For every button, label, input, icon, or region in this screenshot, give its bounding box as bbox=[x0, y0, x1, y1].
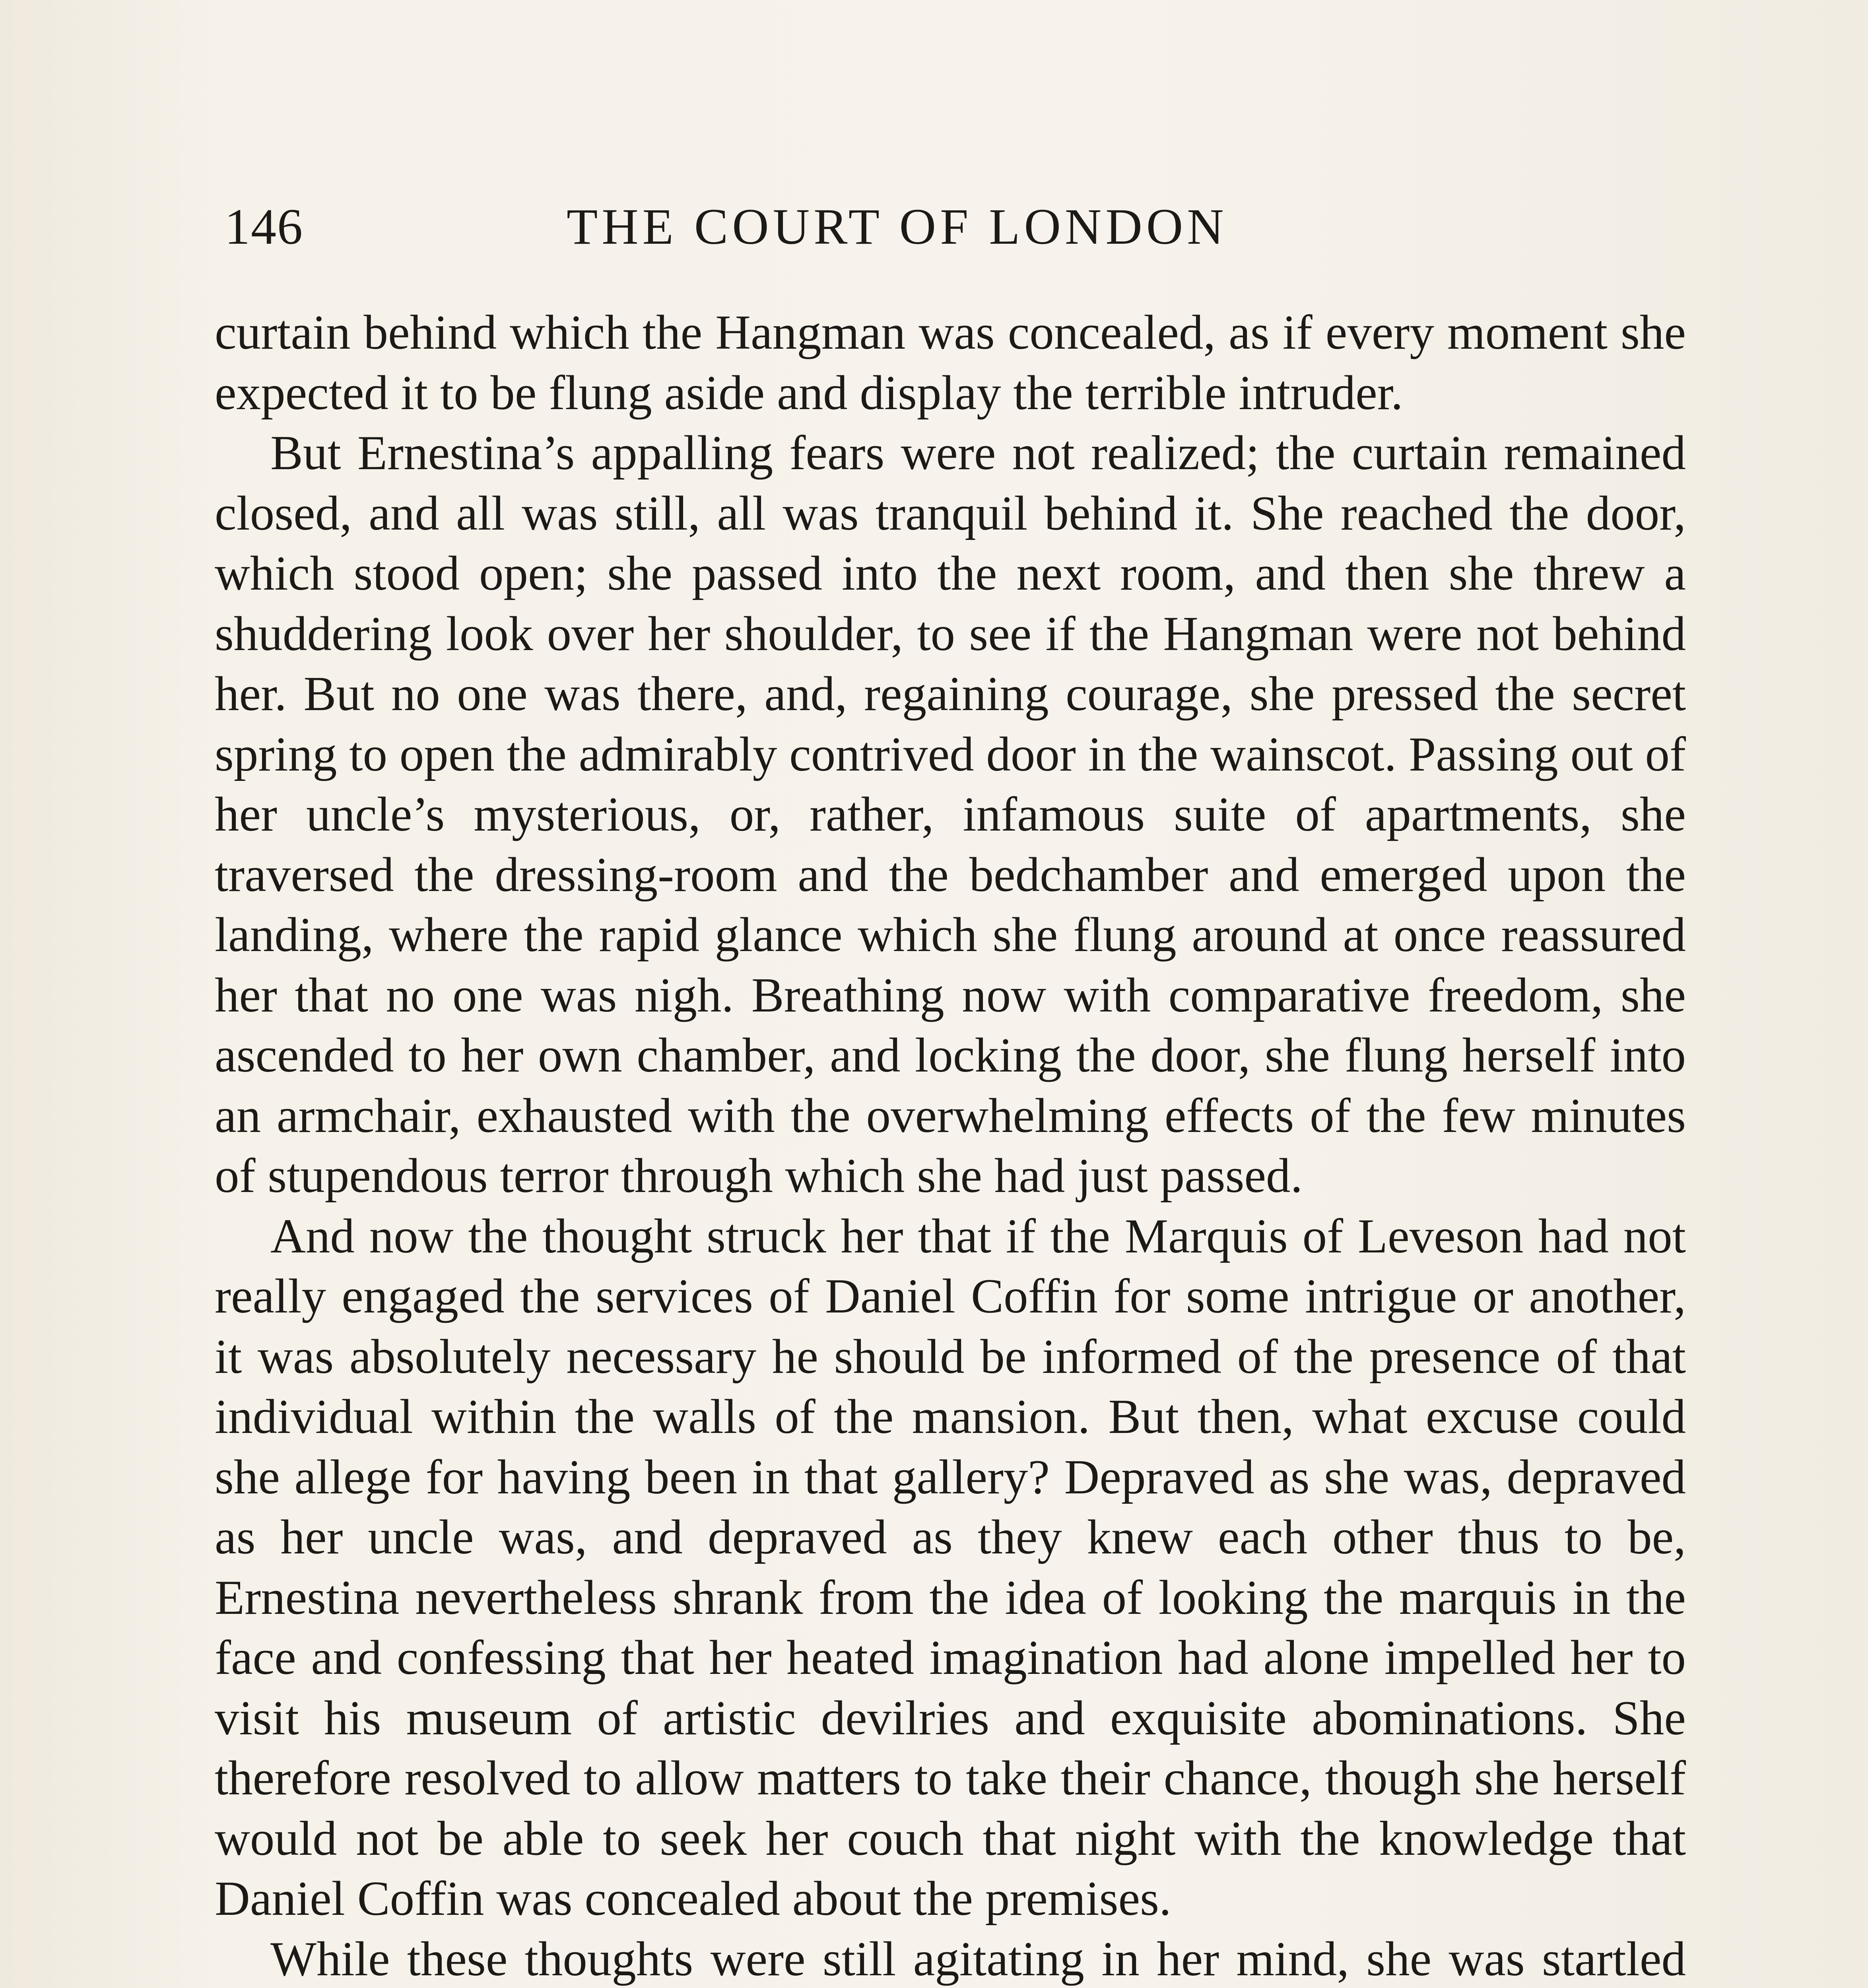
paragraph: And now the thought struck her that if the Marquis of Leveson had not really engaged the services of Daniel Coffin for some intrigue or another, it was absolutely necessary he should be informed of the presence of that individual within the walls of the mansion. But then, what excuse could she allege for having been in that gallery? Depraved as she was, depraved as her uncle was, and depraved as they knew each other thus to be, Ernestina nevertheless shrank from the idea of looking the marquis in the face and confessing that her heated imagination had alone impelled her to visit his museum of artistic devilries and exquisite abominations. She therefore resolved to allow matters to take their chance, though she herself would not be able to seek her couch that night with the knowledge that Daniel Coffin was concealed about the premises. bbox=[215, 1208, 1686, 1926]
page-number: 146 bbox=[225, 198, 303, 255]
running-head: THE COURT OF LONDON bbox=[567, 198, 1228, 255]
paragraph: While these thoughts were still agitating in her mind, she was startled bbox=[270, 1931, 1686, 1986]
page-header bbox=[225, 187, 1696, 266]
paragraph: curtain behind which the Hangman was concealed, as if every moment she expected it to be flung aside and display the terrible intruder. bbox=[215, 305, 1686, 420]
body-text bbox=[215, 302, 1686, 1988]
paragraph: But Ernestina’s appalling fears were not realized; the curtain remained closed, and all was still, all was tranquil behind it. She reached the door, which stood open; she passed into the next room, and then she threw a shuddering look over her shoulder, to see if the Hangman were not behind her. But no one was there, and, regaining courage, she pressed the secret spring to open the admirably contrived door in the wainscot. Passing out of her uncle’s mysterious, or, rather, infamous suite of apartments, she traversed the dressing-room and the bedchamber and emerged upon the landing, where the rapid glance which she flung around at once reassured her that no one was nigh. Breathing now with comparative freedom, she ascended to her own chamber, and locking the door, she flung herself into an armchair, exhausted with the overwhelming effects of the few minutes of stupendous terror through which she had just passed. bbox=[215, 425, 1686, 1203]
